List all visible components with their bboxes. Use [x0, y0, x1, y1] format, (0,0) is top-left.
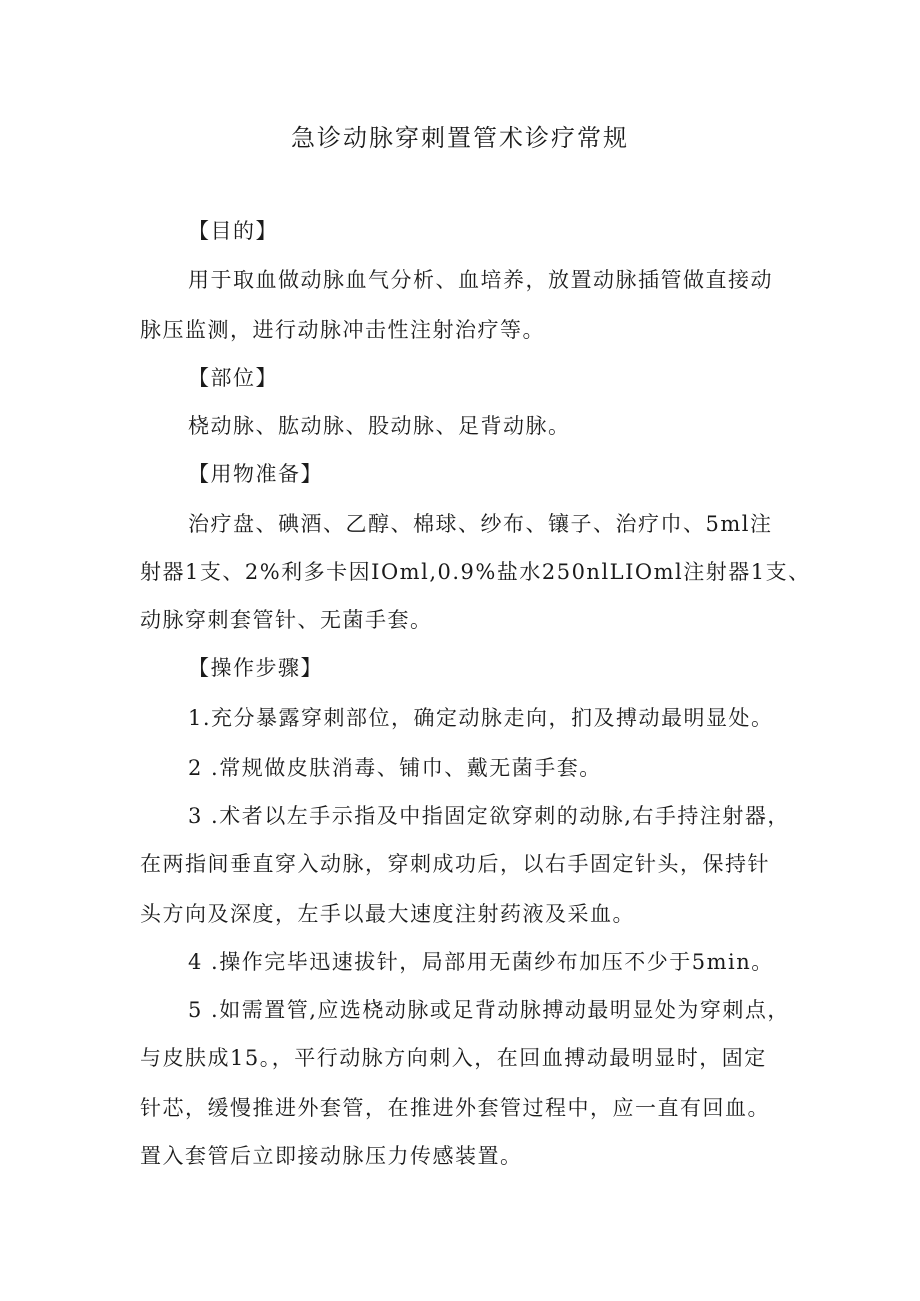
step-line: 2 .常规做皮肤消毒、铺巾、戴无菌手套。: [188, 756, 602, 780]
step-line: 5 .如需置管,应选桡动脉或足背动脉搏动最明显处为穿刺点，: [188, 998, 790, 1022]
step-line: 置入套管后立即接动脉压力传感装置。: [140, 1144, 523, 1168]
step-line: 4 .操作完毕迅速拔针，局部用无菌纱布加压不少于5min。: [188, 950, 774, 974]
paragraph-line: 脉压监测，进行动脉冲击性注射治疗等。: [140, 318, 545, 342]
step-line: 1.充分暴露穿刺部位，确定动脉走向，扪及搏动最明显处。: [188, 706, 774, 730]
paragraph-line: 治疗盘、碘酒、乙醇、棉球、纱布、镶子、治疗巾、5ml注: [188, 512, 773, 536]
paragraph-line: 桡动脉、肱动脉、股动脉、足背动脉。: [188, 414, 571, 438]
section-heading-site: 【部位】: [188, 366, 278, 390]
section-heading-supplies: 【用物准备】: [188, 462, 323, 486]
step-line: 头方向及深度，左手以最大速度注射药液及采血。: [140, 902, 635, 926]
step-line: 在两指间垂直穿入动脉，穿刺成功后，以右手固定针头，保持针: [140, 852, 770, 876]
paragraph-line: 用于取血做动脉血气分析、血培养，放置动脉插管做直接动: [188, 268, 773, 292]
document-title: 急诊动脉穿刺置管术诊疗常规: [291, 124, 629, 152]
paragraph-line: 动脉穿刺套管针、无菌手套。: [140, 608, 433, 632]
step-line: 与皮肤成15。，平行动脉方向刺入，在回血搏动最明显时，固定: [140, 1046, 767, 1070]
section-heading-purpose: 【目的】: [188, 219, 278, 243]
step-line: 针芯，缓慢推进外套管，在推进外套管过程中，应一直有回血。: [140, 1096, 770, 1120]
section-heading-steps: 【操作步骤】: [188, 656, 323, 680]
step-line: 3 .术者以左手示指及中指固定欲穿刺的动脉,右手持注射器，: [188, 804, 790, 828]
paragraph-line: 射器1支、2%利多卡因IOml,0.9%盐水250nlLIOml注射器1支、: [140, 560, 811, 584]
